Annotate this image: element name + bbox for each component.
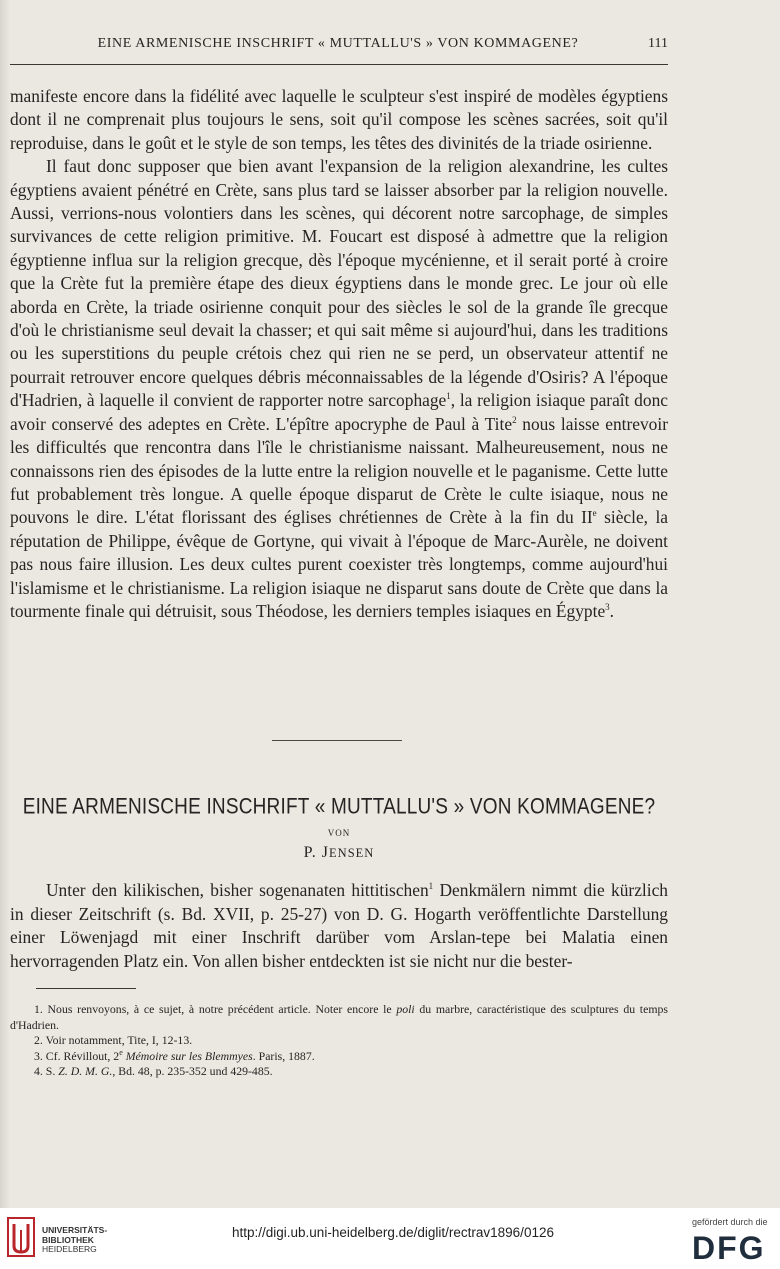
dfg-logo-icon[interactable] xyxy=(690,1229,772,1265)
paragraph-2-text-b: , la religion isiaque paraît donc avoir conservé des adeptes en Crète. L'épître apocryphe de Paul à Tite xyxy=(10,390,668,434)
german-text-b: Denkmälern nimmt die kürzlich in dieser Zeitschrift (s. Bd. XVII, p. 25-27) von D. G. Hogarth veröffentlichte Darstellung einer Löwenjagd mit einer Inschrift darüber vom Arslan-tepe bei Malatia einen hervorragenden Platz ein. Von allen bisher entdeckten ist sie nicht nur die bester- xyxy=(10,880,668,971)
paragraph-2-end: . xyxy=(609,600,615,621)
footnotes xyxy=(10,1002,668,1080)
author-surname-rest: ENSEN xyxy=(329,846,375,860)
german-paragraph xyxy=(10,879,668,973)
footnote-3-text-end: . Paris, 1887. xyxy=(252,1048,315,1063)
footnote-4-italic: Z. D. M. G. xyxy=(58,1064,113,1078)
page-number: 111 xyxy=(648,36,668,51)
byline-von: VON xyxy=(327,828,351,838)
library-line-3: HEIDELBERG xyxy=(42,1244,97,1254)
paragraph-2-text-c: nous laisse entrevoir les difficultés que rencontra dans l'île le christianisme naissant. Malheureusement, nous ne connaissons rien des épisodes de la lutte entre la religion nouvelle et le paganisme. Cette lutte fut probablement très longue. A quelle époque disparut de Crète le culte isiaque, nous ne pouvons le dire. L'état florissant des églises chrétiennes de Crète à la fin du II xyxy=(10,413,668,528)
french-article-body xyxy=(10,85,668,623)
funder-caption: gefördert durch die xyxy=(692,1217,768,1227)
paragraph-2-text-d: siècle, la réputation de Philippe, évêque de Gortyne, qui vivait à l'époque de Marc-Aurèle, ne doivent pas nous faire illusion. Les deux cultes purent coexister très longtemps, comme aujourd'hui l'islamisme et le christianisme. La religion isiaque ne disparut sans doute de Crète que dans la tourmente finale qui détruisit, sous Théodose, les derniers temples isiaques en Égypte xyxy=(10,507,668,621)
footnote-2-text: 2. Voir notamment, Tite, I, 12-13. xyxy=(34,1033,193,1047)
paragraph-1-text: manifeste encore dans la fidélité avec laquelle le sculpteur s'est inspiré de modèles égyptiens dont il ne comprenait plus toujours le sens, soit qu'il compose les scènes sacrées, soit qu'il reproduise, dans le goût et le style de son temps, les têtes des divinités de la triade osirienne. xyxy=(10,86,668,153)
footnote-3 xyxy=(10,1049,668,1065)
library-line-1: UNIVERSITÄTS- xyxy=(42,1225,108,1235)
footnote-ref-4[interactable]: 1 xyxy=(428,881,434,891)
dfg-logo-text: DFG xyxy=(692,1230,766,1265)
footnote-1-italic: poli xyxy=(396,1002,415,1016)
article-title: EINE ARMENISCHE INSCHRIFT « MUTTALLU'S » VON KOMMAGENE? xyxy=(22,795,656,820)
paragraph-1 xyxy=(10,85,668,155)
university-library-logo-icon[interactable] xyxy=(6,1216,36,1258)
footer-bar xyxy=(0,1208,780,1269)
running-head-title: EINE ARMENISCHE INSCHRIFT « MUTTALLU'S » VON KOMMAGENE? xyxy=(97,36,579,51)
library-line-2: BIBLIOTHEK xyxy=(42,1234,94,1245)
footnote-4-text-end: , Bd. 48, p. 235-352 und 429-485. xyxy=(112,1064,273,1078)
footnote-3-text: 3. Cf. Révillout, 2 xyxy=(34,1048,120,1063)
footnote-2 xyxy=(10,1033,668,1049)
paragraph-2 xyxy=(10,155,668,623)
footnote-1-text-end: du marbre, caractéristique des sculptures du temps d'Hadrien. xyxy=(10,1002,668,1032)
header-rule xyxy=(10,64,668,65)
footnote-rule xyxy=(36,988,136,989)
section-divider xyxy=(272,740,402,741)
paragraph-2-text: Il faut donc supposer que bien avant l'expansion de la religion alexandrine, les cultes égyptiens avaient pénétré en Crète, sans plus tard se laisser absorber par la religion nouvelle. Aussi, verrions-nous volontiers dans les scènes, qui décorent notre sarcophage, de simples survivances de cette religion primitive. M. Foucart est disposé à admettre que la religion égyptienne influa sur la religion grecque, dès l'époque mycénienne, et il serait porté à croire que la Crète fut la première étape des dieux égyptiens dans le monde grec. Le jour où elle aborda en Crète, la triade osirienne conquit pour des siècles le sol de la grande île grecque d'où le christianisme seul devait la chasser; et qui sait même si aujourd'hui, dans les traditions ou les superstitions du peuple crétois chez qui rien ne se perd, un observateur attentif ne pourrait retrouver encore quelques débris méconnaissables de la légende d'Osiris? A l'époque d'Hadrien, à laquelle il convient de rapporter notre sarcophage xyxy=(10,156,668,411)
footnote-3-superscript: e xyxy=(119,1047,123,1057)
page-edge-shadow xyxy=(0,0,10,1208)
footnote-3-italic: Mémoire sur les Blemmyes xyxy=(125,1048,253,1063)
university-library-name[interactable] xyxy=(42,1226,107,1255)
footnote-ref-3[interactable]: 3 xyxy=(605,601,610,612)
author-name xyxy=(10,844,668,862)
author-initial: P. J xyxy=(303,844,330,861)
german-article-body xyxy=(10,879,668,973)
footnote-4-text: 4. S. xyxy=(34,1064,59,1078)
century-superscript: e xyxy=(592,508,597,519)
running-head xyxy=(58,36,668,58)
german-text-a: Unter den kilikischen, bisher sogenanaten hittitischen xyxy=(46,880,429,900)
footnote-ref-2[interactable]: 2 xyxy=(512,414,517,425)
footnote-4 xyxy=(10,1064,668,1080)
footnote-1 xyxy=(10,1002,668,1033)
footnote-ref-1[interactable]: 1 xyxy=(446,391,451,402)
footnote-1-text: 1. Nous renvoyons, à ce sujet, à notre précédent article. Noter encore le xyxy=(34,1002,397,1016)
permalink-url[interactable]: http://digi.ub.uni-heidelberg.de/diglit/rectrav1896/0126 xyxy=(232,1225,554,1240)
